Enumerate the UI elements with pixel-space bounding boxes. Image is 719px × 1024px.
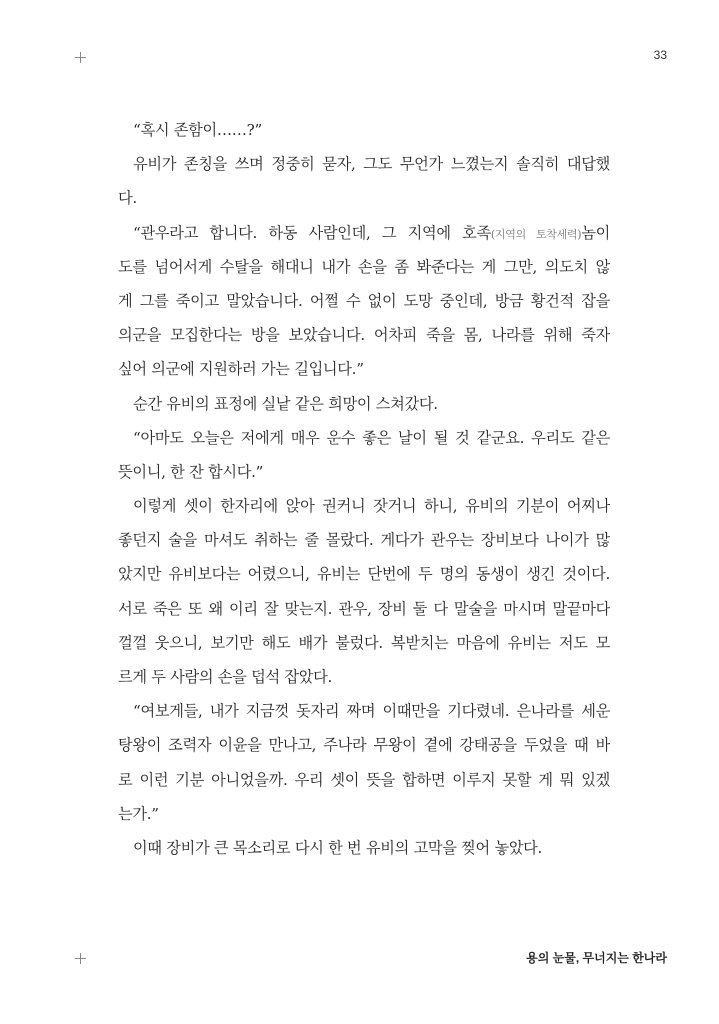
paragraph <box>118 221 610 392</box>
annotation-note: (지역의 토착세력) <box>490 227 582 241</box>
line-text: 르게 두 사람의 손을 덥석 잡았다. <box>118 668 332 686</box>
text-line <box>118 255 610 289</box>
text-line <box>118 426 610 460</box>
crop-mark-icon <box>75 52 86 63</box>
line-text: “여보게들, 내가 지금껏 돗자리 짜며 이때만을 기다렸네. 은나라를 세운 <box>133 702 610 721</box>
text-line <box>118 562 610 596</box>
text-line <box>118 460 610 494</box>
paragraph <box>118 494 610 699</box>
paragraph <box>118 152 610 220</box>
text-line <box>118 152 610 186</box>
line-text: 좋던지 술을 마셔도 취하는 줄 몰랐다. 게다가 관우는 장비보다 나이가 많 <box>118 531 610 550</box>
text-line <box>118 392 610 426</box>
line-text: 게 그를 죽이고 말았습니다. 어쩔 수 없이 도망 중인데, 방금 황건적 잡을 <box>118 291 610 310</box>
text-line <box>118 186 610 220</box>
line-text: 탕왕이 조력자 이윤을 만나고, 주나라 무왕이 곁에 강태공을 두었을 때 바 <box>118 736 610 755</box>
text-line <box>118 597 610 631</box>
text-line <box>118 733 610 767</box>
text-line <box>118 323 610 357</box>
line-text: 이렇게 셋이 한자리에 앉아 권커니 잣거니 하니, 유비의 기분이 어찌나 <box>133 497 610 516</box>
line-text: 싶어 의군에 지원하러 가는 길입니다.” <box>118 360 364 379</box>
line-text: 뜻이니, 한 잔 합시다.” <box>118 462 264 481</box>
text-line <box>118 289 610 323</box>
text-line <box>118 118 610 152</box>
text-line <box>118 357 610 391</box>
text-line <box>118 631 610 665</box>
paragraph <box>118 426 610 494</box>
paragraph <box>118 392 610 426</box>
line-text: 서로 죽은 또 왜 이리 잘 맞는지. 관우, 장비 둘 다 말술을 마시며 말끝마다 <box>118 599 610 618</box>
line-text: 도를 넘어서게 수탈을 해대니 내가 손을 좀 봐준다는 게 그만, 의도치 않 <box>118 257 610 276</box>
paragraph <box>118 118 610 152</box>
line-text: 의군을 모집한다는 방을 보았습니다. 어차피 죽을 몸, 나라를 위해 죽자 <box>118 326 610 345</box>
line-text: 로 이런 기분 아니었을까. 우리 셋이 뜻을 합하면 이루지 못할 게 뭐 있겠 <box>118 770 610 789</box>
line-text: 았지만 유비보다는 어렸으니, 유비는 단번에 두 명의 동생이 생긴 것이다. <box>118 565 610 584</box>
line-text: 이때 장비가 큰 목소리로 다시 한 번 유비의 고막을 찢어 놓았다. <box>133 838 543 857</box>
text-line <box>118 528 610 562</box>
crop-mark-icon <box>75 953 86 964</box>
line-text: 놈이 <box>581 223 610 242</box>
line-text: “혹시 존함이……?” <box>133 121 262 139</box>
page-number: 33 <box>653 48 667 62</box>
paragraph <box>118 699 610 836</box>
line-text: 순간 유비의 표정에 실낱 같은 희망이 스쳐갔다. <box>133 394 438 413</box>
paragraph <box>118 836 610 870</box>
text-line <box>118 836 610 870</box>
text-line <box>118 221 610 255</box>
running-title: 용의 눈물, 무너지는 한나라 <box>526 951 667 965</box>
line-text: 다. <box>118 189 137 208</box>
line-text: 유비가 존칭을 쓰며 정중히 묻자, 그도 무언가 느꼈는지 솔직히 대답했 <box>133 155 610 174</box>
line-text: 껄껄 웃으니, 보기만 해도 배가 불렀다. 복받치는 마음에 유비는 저도 모 <box>118 633 610 652</box>
text-line <box>118 665 610 699</box>
text-line <box>118 494 610 528</box>
body-text <box>118 118 610 870</box>
line-text: “관우라고 합니다. 하동 사람인데, 그 지역에 호족 <box>133 223 491 242</box>
line-text: “아마도 오늘은 저에게 매우 운수 좋은 날이 될 것 같군요. 우리도 같은 <box>133 428 610 447</box>
text-line <box>118 802 610 836</box>
line-text: 는가.” <box>118 804 159 823</box>
text-line <box>118 768 610 802</box>
text-line <box>118 699 610 733</box>
